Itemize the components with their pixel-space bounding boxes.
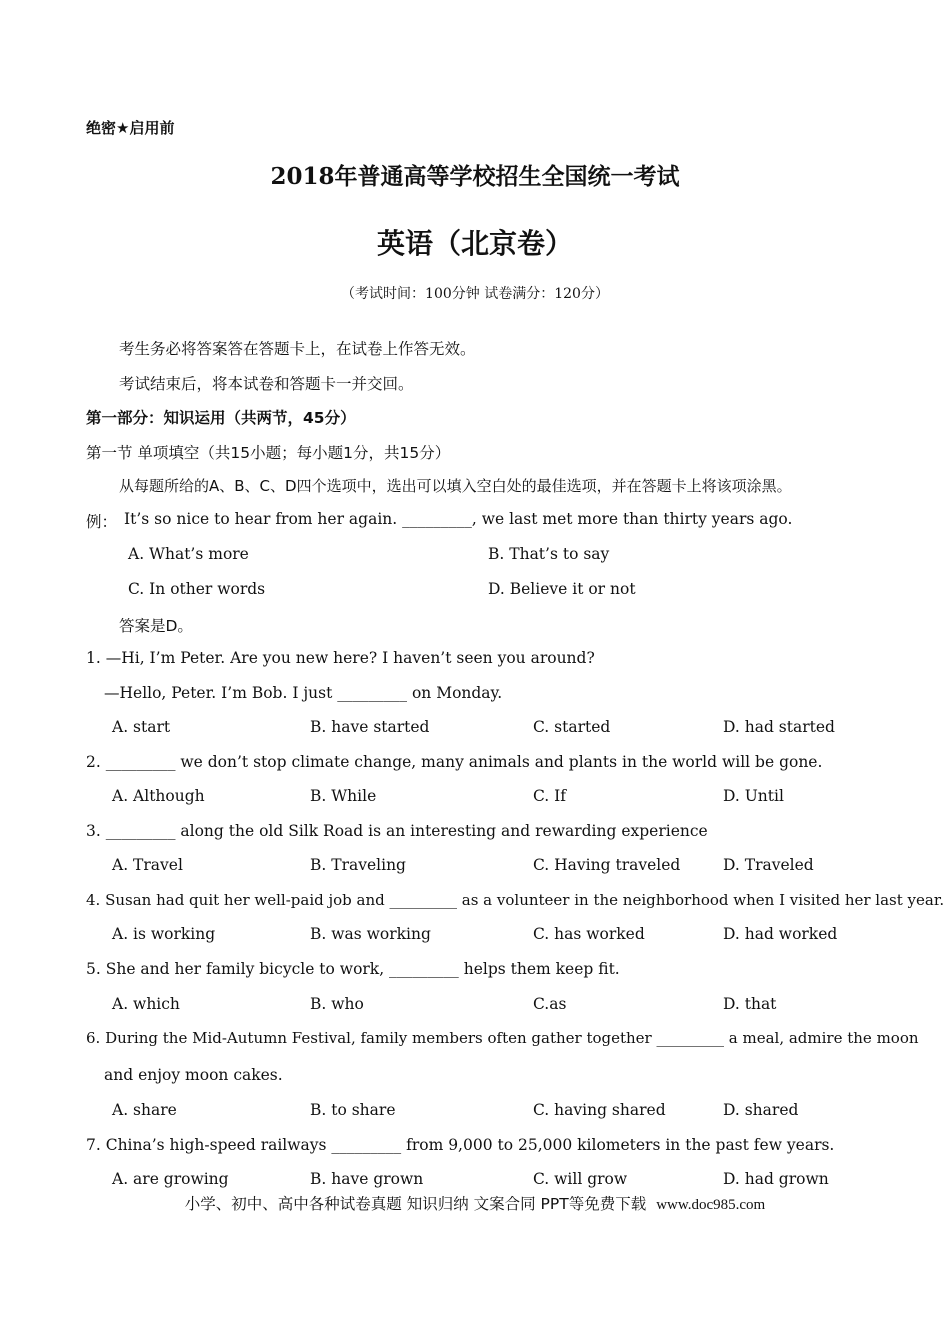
- question-3-option-d: D. Traveled: [723, 856, 814, 874]
- question-1-stem-cont: —Hello, Peter. I’m Bob. I just _________ on Monday.: [104, 684, 503, 702]
- question-6-stem-cont: and enjoy moon cakes.: [104, 1066, 283, 1084]
- question-4-option-c: C. has worked: [533, 925, 645, 943]
- subject-title: 英语（北京卷）: [376, 227, 573, 260]
- question-5-option-d: D. that: [723, 995, 777, 1013]
- question-7-stem: 7. China’s high-speed railways _________ from 9,000 to 25,000 kilometers in the past few years.: [86, 1136, 835, 1154]
- page-footer: [0, 1192, 950, 1214]
- question-2-option-a: A. Although: [112, 787, 205, 805]
- question-4-option-b: B. was working: [310, 925, 431, 943]
- question-6-option-a: A. share: [112, 1101, 177, 1119]
- question-6-option-d: D. shared: [723, 1101, 799, 1119]
- question-3-option-a: A. Travel: [112, 856, 183, 874]
- question-2-option-d: D. Until: [723, 787, 784, 805]
- confidential-mark: 绝密★启用前: [86, 119, 175, 137]
- question-5-option-a: A. which: [112, 995, 180, 1013]
- question-2-option-b: B. While: [310, 787, 377, 805]
- directions: 从每题所给的A、B、C、D四个选项中，选出可以填入空白处的最佳选项，并在答题卡上将该项涂黑。: [119, 477, 792, 495]
- footer-url[interactable]: www.doc985.com: [656, 1197, 766, 1213]
- instruction-2: 考试结束后，将本试卷和答题卡一并交回。: [119, 375, 414, 393]
- question-5-stem: 5. She and her family bicycle to work, _________ helps them keep fit.: [86, 960, 620, 978]
- example-stem: It’s so nice to hear from her again. _________, we last met more than thirty years ago.: [124, 510, 793, 528]
- question-4-stem: 4. Susan had quit her well-paid job and _________ as a volunteer in the neighborhood when I visited her last year.: [86, 891, 945, 909]
- exam-info: （考试时间：100分钟 试卷满分：120分）: [341, 286, 609, 302]
- example-option-a: A. What’s more: [128, 545, 249, 563]
- question-7-option-d: D. had grown: [723, 1170, 829, 1188]
- question-3-option-c: C. Having traveled: [533, 856, 681, 874]
- question-1-option-a: A. start: [112, 718, 171, 736]
- question-3-option-b: B. Traveling: [310, 856, 406, 874]
- example-option-d: D. Believe it or not: [488, 580, 636, 598]
- question-2-stem: 2. _________ we don’t stop climate change, many animals and plants in the world will be gone.: [86, 753, 823, 771]
- example-label: 例：: [86, 513, 118, 531]
- question-6-option-c: C. having shared: [533, 1101, 666, 1119]
- question-6-option-b: B. to share: [310, 1101, 396, 1119]
- question-5-option-c: C.as: [533, 995, 567, 1013]
- instruction-1: 考生务必将答案答在答题卡上，在试卷上作答无效。: [119, 340, 476, 358]
- example-option-c: C. In other words: [128, 580, 266, 598]
- question-5-option-b: B. who: [310, 995, 364, 1013]
- question-3-stem: 3. _________ along the old Silk Road is an interesting and rewarding experience: [86, 822, 708, 840]
- question-7-option-a: A. are growing: [112, 1170, 229, 1188]
- question-4-option-d: D. had worked: [723, 925, 838, 943]
- question-1-stem: 1. —Hi, I’m Peter. Are you new here? I haven’t seen you around?: [86, 649, 595, 667]
- question-1-option-c: C. started: [533, 718, 611, 736]
- footer-text: 小学、初中、高中各种试卷真题 知识归纳 文案合同 PPT等免费下载: [184, 1195, 647, 1213]
- question-2-option-c: C. If: [533, 787, 567, 805]
- question-6-stem: 6. During the Mid-Autumn Festival, family members often gather together _________ a meal, admire the moon: [86, 1029, 919, 1047]
- question-1-option-d: D. had started: [723, 718, 835, 736]
- part1-heading: 第一部分：知识运用（共两节，45分）: [86, 409, 356, 427]
- example-answer: 答案是D。: [119, 617, 193, 635]
- example-option-b: B. That’s to say: [488, 545, 610, 563]
- question-7-option-b: B. have grown: [310, 1170, 424, 1188]
- question-1-option-b: B. have started: [310, 718, 430, 736]
- question-4-option-a: A. is working: [112, 925, 216, 943]
- section-heading: 第一节 单项填空（共15小题；每小题1分，共15分）: [86, 444, 451, 462]
- exam-title: 2018年普通高等学校招生全国统一考试: [270, 163, 680, 190]
- question-7-option-c: C. will grow: [533, 1170, 628, 1188]
